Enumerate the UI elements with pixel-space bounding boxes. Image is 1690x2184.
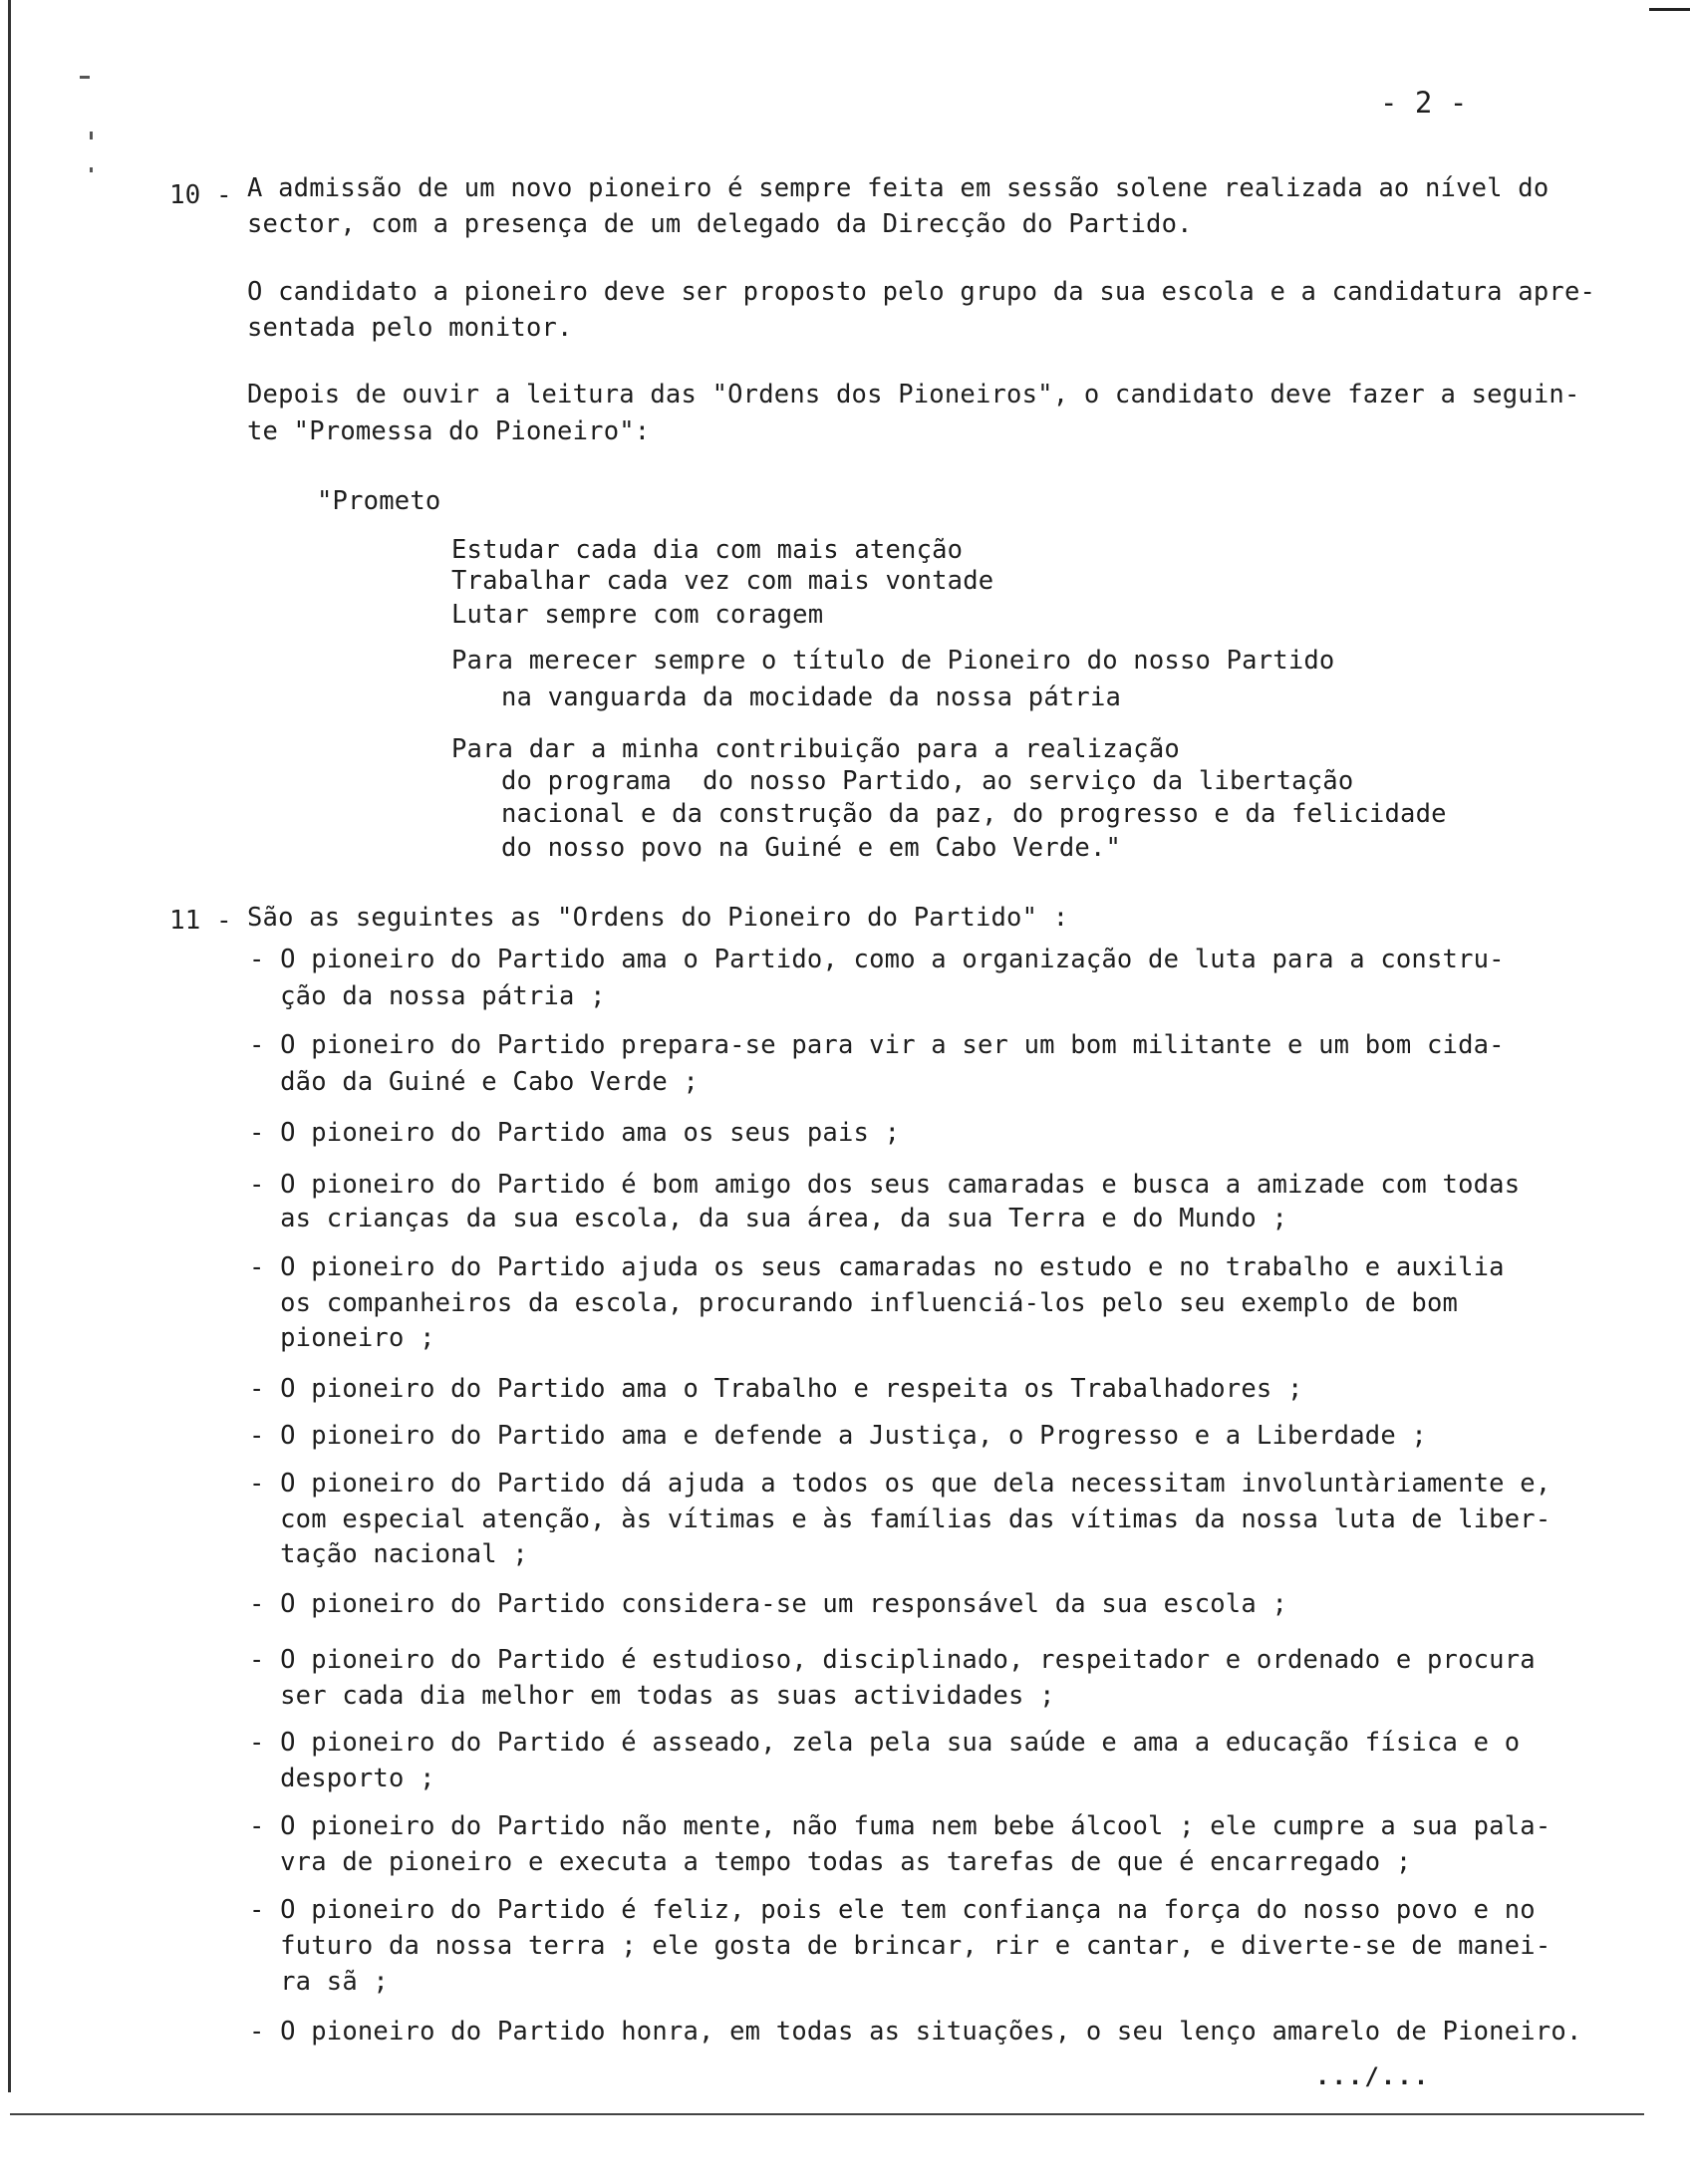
text-line: te "Promessa do Pioneiro": (247, 416, 651, 446)
scan-edge-top (1649, 8, 1690, 11)
promise-line: na vanguarda da mocidade da nossa pátria (501, 682, 1122, 712)
promise-line: Para merecer sempre o título de Pioneiro do nosso Partido (451, 646, 1335, 676)
section-number: 11 - (169, 906, 232, 936)
scan-edge-bottom (10, 2113, 1644, 2115)
text-line: São as seguintes as "Ordens do Pioneiro do Partido" : (247, 903, 1069, 933)
order-line: - O pioneiro do Partido ama o Partido, como a organização de luta para a constru- (249, 945, 1505, 974)
continuation-mark: .../... (1315, 2062, 1431, 2090)
scan-edge-left (8, 0, 11, 2092)
order-line: - O pioneiro do Partido honra, em todas as situações, o seu lenço amarelo de Pioneiro. (249, 2017, 1582, 2047)
order-line: - O pioneiro do Partido ama o Trabalho e respeita os Trabalhadores ; (249, 1374, 1303, 1404)
promise-line: Para dar a minha contribuição para a realização (451, 734, 1180, 764)
order-line: vra de pioneiro e executa a tempo todas as tarefas de que é encarregado ; (249, 1847, 1412, 1877)
order-line: pioneiro ; (249, 1323, 435, 1353)
order-line: - O pioneiro do Partido prepara-se para vir a ser um bom militante e um bom cida- (249, 1030, 1505, 1060)
text-line: Depois de ouvir a leitura das "Ordens dos Pioneiros", o candidato deve fazer a seguin- (247, 380, 1580, 410)
order-line: tação nacional ; (249, 1539, 528, 1569)
order-line: ser cada dia melhor em todas as suas actividades ; (249, 1681, 1055, 1711)
page-number: - 2 - (1380, 86, 1468, 120)
order-line: com especial atenção, às vítimas e às famílias das vítimas da nossa luta de liber- (249, 1504, 1551, 1534)
order-line: - O pioneiro do Partido é bom amigo dos seus camaradas e busca a amizade com todas (249, 1170, 1521, 1200)
order-line: ção da nossa pátria ; (249, 981, 606, 1011)
text-line: O candidato a pioneiro deve ser proposto pelo grupo da sua escola e a candidatura apre- (247, 277, 1596, 307)
text-line: sentada pelo monitor. (247, 313, 573, 343)
text-line: A admissão de um novo pioneiro é sempre feita em sessão solene realizada ao nível do (247, 173, 1549, 203)
order-line: - O pioneiro do Partido ajuda os seus camaradas no estudo e no trabalho e auxilia (249, 1252, 1505, 1282)
order-line: futuro da nossa terra ; ele gosta de brincar, rir e cantar, e diverte-se de manei- (249, 1931, 1551, 1961)
promise-opening: "Prometo (317, 486, 441, 516)
order-line: - O pioneiro do Partido é feliz, pois ele tem confiança na força do nosso povo e no (249, 1895, 1536, 1925)
scan-speck (80, 76, 90, 79)
scan-speck (90, 167, 93, 172)
order-line: - O pioneiro do Partido considera-se um responsável da sua escola ; (249, 1589, 1288, 1619)
order-line: - O pioneiro do Partido dá ajuda a todos os que dela necessitam involuntàriamente e, (249, 1469, 1551, 1499)
promise-line: Lutar sempre com coragem (451, 600, 824, 630)
order-line: - O pioneiro do Partido não mente, não fuma nem bebe álcool ; ele cumpre a sua pala- (249, 1811, 1551, 1841)
promise-line: do programa do nosso Partido, ao serviço da libertação (501, 766, 1354, 796)
order-line: - O pioneiro do Partido é asseado, zela pela sua saúde e ama a educação física e o (249, 1728, 1521, 1758)
order-line: - O pioneiro do Partido é estudioso, disciplinado, respeitador e ordenado e procura (249, 1645, 1536, 1675)
order-line: dão da Guiné e Cabo Verde ; (249, 1067, 700, 1097)
scan-speck (90, 132, 93, 139)
order-line: - O pioneiro do Partido ama e defende a Justiça, o Progresso e a Liberdade ; (249, 1421, 1427, 1451)
order-line: ra sã ; (249, 1967, 389, 1997)
order-line: desporto ; (249, 1764, 435, 1793)
promise-line: Estudar cada dia com mais atenção (451, 535, 964, 565)
section-number: 10 - (169, 180, 232, 210)
order-line: os companheiros da escola, procurando influenciá-los pelo seu exemplo de bom (249, 1288, 1459, 1318)
order-line: as crianças da sua escola, da sua área, da sua Terra e do Mundo ; (249, 1204, 1288, 1233)
promise-line: Trabalhar cada vez com mais vontade (451, 566, 994, 596)
promise-line: do nosso povo na Guiné e em Cabo Verde." (501, 833, 1122, 863)
order-line: - O pioneiro do Partido ama os seus pais ; (249, 1118, 901, 1148)
promise-line: nacional e da construção da paz, do progresso e da felicidade (501, 799, 1447, 829)
text-line: sector, com a presença de um delegado da Direcção do Partido. (247, 209, 1193, 239)
